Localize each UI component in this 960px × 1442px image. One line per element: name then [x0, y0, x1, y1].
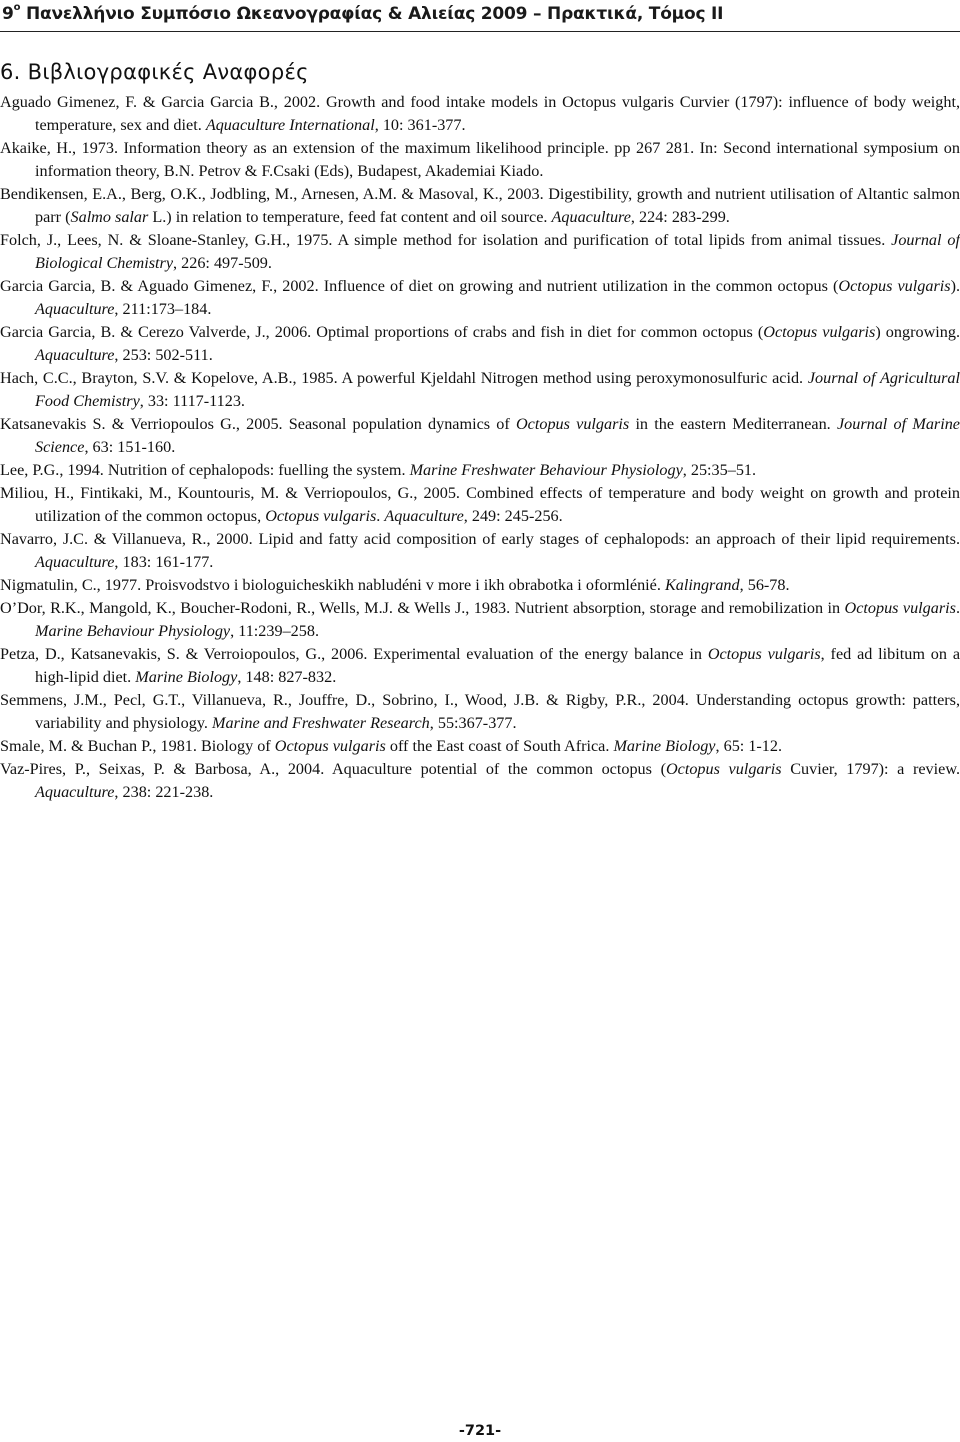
- reference-text: , 33: 1117-1123.: [139, 392, 245, 410]
- reference-text: , 10: 361-377.: [374, 116, 466, 134]
- reference-italic-text: Aquaculture: [35, 346, 115, 364]
- reference-italic-text: Aquaculture: [551, 208, 631, 226]
- reference-entry: [0, 574, 960, 597]
- reference-entry: [0, 482, 960, 528]
- running-header-ordinal-superscript: ο: [13, 2, 21, 14]
- reference-entry: [0, 643, 960, 689]
- reference-text: , 63: 151-160.: [84, 438, 176, 456]
- running-header-ordinal: 9: [2, 4, 14, 24]
- reference-italic-text: Aquaculture: [35, 300, 115, 318]
- reference-text: , fed ad libitum on a high-lipid diet.: [35, 645, 960, 686]
- reference-list: [0, 91, 960, 804]
- reference-text: Semmens, J.M., Pecl, G.T., Villanueva, R., Jouffre, D., Sobrino, I., Wood, J.B. & Rigby, P.R., 2004. Understanding octopus growth: patters, variability and physiology.: [0, 691, 960, 732]
- reference-text: Lee, P.G., 1994. Nutrition of cephalopods: fuelling the system.: [0, 461, 410, 479]
- running-header-title: Πανελλήνιο Συμπόσιο Ωκεανογραφίας & Αλιείας 2009 – Πρακτικά, Τόμος II: [20, 4, 724, 24]
- reference-text: , 55:367-377.: [429, 714, 517, 732]
- reference-italic-text: Octopus vulgaris: [838, 277, 951, 295]
- reference-italic-text: Journal of Marine Science: [35, 415, 960, 456]
- reference-text: , 226: 497-509.: [173, 254, 272, 272]
- reference-italic-text: Salmo salar: [70, 208, 149, 226]
- reference-italic-text: Marine and Freshwater Research: [212, 714, 430, 732]
- reference-text: , 249: 245-256.: [463, 507, 563, 525]
- reference-entry: [0, 275, 960, 321]
- reference-text: Cuvier, 1797): a review.: [781, 760, 960, 778]
- reference-text: .: [955, 599, 960, 617]
- reference-italic-text: Marine Behaviour Physiology: [35, 622, 231, 640]
- reference-text: , 65: 1-12.: [715, 737, 783, 755]
- reference-entry: [0, 367, 960, 413]
- reference-text: Miliou, H., Fintikaki, M., Kountouris, M. & Verriopoulos, G., 2005. Combined effects of temperature and body weight on growth and protein utilization of the common octopus,: [0, 484, 960, 525]
- reference-text: in the eastern Mediterranean.: [629, 415, 837, 433]
- reference-text: Garcia Garcia, B. & Cerezo Valverde, J., 2006. Optimal proportions of crabs and fish in diet for common octopus (: [0, 323, 764, 341]
- reference-italic-text: Aquaculture: [35, 553, 115, 571]
- reference-italic-text: Aquaculture: [35, 783, 115, 801]
- reference-entry: [0, 183, 960, 229]
- reference-text: L.) in relation to temperature, feed fat content and oil source.: [148, 208, 552, 226]
- reference-text: Garcia Garcia, B. & Aguado Gimenez, F., 2002. Influence of diet on growing and nutrient utilization in the common octopus (: [0, 277, 839, 295]
- page-number: -721-: [458, 1423, 502, 1439]
- reference-italic-text: Octopus vulgaris: [274, 737, 386, 755]
- reference-entry: [0, 689, 960, 735]
- reference-entry: [0, 735, 960, 758]
- reference-italic-text: Journal of Agricultural Food Chemistry: [35, 369, 960, 410]
- reference-italic-text: Octopus vulgaris: [763, 323, 876, 341]
- reference-text: , 238: 221-238.: [114, 783, 214, 801]
- reference-entry: [0, 459, 960, 482]
- reference-italic-text: Marine Biology: [613, 737, 716, 755]
- reference-text: Vaz-Pires, P., Seixas, P. & Barbosa, A., 2004. Aquaculture potential of the common octopus (: [0, 760, 666, 778]
- reference-text: Katsanevakis S. & Verriopoulos G., 2005. Seasonal population dynamics of: [0, 415, 516, 433]
- reference-italic-text: Octopus vulgaris: [665, 760, 782, 778]
- reference-text: , 148: 827-832.: [237, 668, 337, 686]
- reference-italic-text: Aquaculture: [384, 507, 464, 525]
- reference-text: Petza, D., Katsanevakis, S. & Verroiopoulos, G., 2006. Experimental evaluation of the energy balance in: [0, 645, 708, 663]
- reference-text: , 224: 283-299.: [630, 208, 730, 226]
- reference-entry: [0, 413, 960, 459]
- reference-text: O’Dor, R.K., Mangold, K., Boucher-Rodoni, R., Wells, M.J. & Wells J., 1983. Nutrient absorption, storage and remobilization in: [0, 599, 845, 617]
- reference-entry: [0, 528, 960, 574]
- reference-italic-text: Marine Biology: [135, 668, 238, 686]
- reference-italic-text: Octopus vulgaris: [515, 415, 630, 433]
- reference-italic-text: Aquaculture International: [205, 116, 375, 134]
- reference-text: Nigmatulin, C., 1977. Proisvodstvo i biologuicheskikh nabludéni v more i ikh obrabotka i oformlénié.: [0, 576, 665, 594]
- reference-entry: [0, 321, 960, 367]
- reference-entry: [0, 597, 960, 643]
- reference-text: , 56-78.: [739, 576, 790, 594]
- reference-italic-text: Octopus vulgaris: [707, 645, 821, 663]
- reference-text: , 183: 161-177.: [114, 553, 214, 571]
- reference-text: off the East coast of South Africa.: [385, 737, 614, 755]
- reference-text: Bendikensen, E.A., Berg, O.K., Jodbling, M., Arnesen, A.M. & Masoval, K., 2003. Digestibility, growth and nutrient utilisation of Altantic salmon parr (: [0, 185, 960, 226]
- reference-italic-text: Marine Freshwater Behaviour Physiology: [409, 461, 683, 479]
- reference-entry: [0, 229, 960, 275]
- running-header: [2, 4, 723, 24]
- reference-text: .: [376, 507, 385, 525]
- reference-text: , 11:239–258.: [230, 622, 319, 640]
- reference-text: Folch, J., Lees, N. & Sloane-Stanley, G.H., 1975. A simple method for isolation and purification of total lipids from animal tissues.: [0, 231, 892, 249]
- reference-text: Aguado Gimenez, F. & Garcia Garcia B., 2002. Growth and food intake models in Octopus vulgaris Curvier (1797): influence of body weight, temperature, sex and diet.: [0, 93, 960, 134]
- reference-text: Smale, M. & Buchan P., 1981. Biology of: [0, 737, 275, 755]
- reference-italic-text: Octopus vulgaris: [844, 599, 956, 617]
- reference-text: Akaike, H., 1973. Information theory as an extension of the maximum likelihood principle. pp 267 281. In: Second international symposium on information theory, B.N. Petrov & F.Csaki (Eds), Budapest, Akademiai Kiado.: [0, 139, 960, 180]
- reference-text: Navarro, J.C. & Villanueva, R., 2000. Lipid and fatty acid composition of early stages of cephalopods: an approach of their lipid requirements.: [0, 530, 960, 548]
- reference-italic-text: Kalingrand: [664, 576, 740, 594]
- reference-text: ) ongrowing.: [875, 323, 960, 341]
- reference-entry: [0, 91, 960, 137]
- reference-text: , 253: 502-511.: [114, 346, 213, 364]
- reference-text: , 25:35–51.: [682, 461, 757, 479]
- reference-italic-text: Octopus vulgaris: [265, 507, 377, 525]
- reference-text: , 211:173–184.: [114, 300, 212, 318]
- reference-text: ).: [950, 277, 960, 295]
- section-title: 6. Βιβλιογραφικές Αναφορές: [0, 60, 309, 84]
- reference-italic-text: Journal of Biological Chemistry: [35, 231, 960, 272]
- reference-entry: [0, 758, 960, 804]
- header-rule: [0, 31, 960, 32]
- reference-text: Hach, C.C., Brayton, S.V. & Kopelove, A.B., 1985. A powerful Kjeldahl Nitrogen method using peroxymonosulfuric acid.: [0, 369, 808, 387]
- reference-entry: [0, 137, 960, 183]
